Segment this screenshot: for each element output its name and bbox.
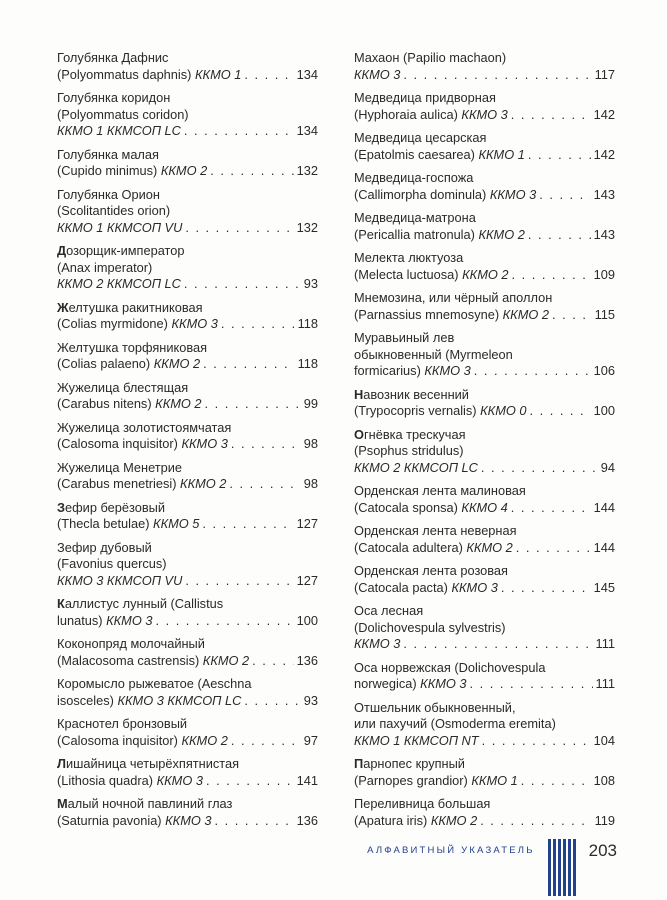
- entry-page-number: 142: [593, 106, 615, 122]
- dot-leader: [185, 220, 293, 237]
- dot-leader: [482, 733, 591, 750]
- entry-text: ККМО 2 ККМСОП LC: [354, 459, 478, 475]
- entry-text: (Calosoma inquisitor) ККМО 2: [57, 732, 228, 748]
- entry-last-line: [354, 67, 615, 84]
- index-entry: [354, 427, 615, 477]
- entry-line: Коконопряд молочайный: [57, 636, 205, 651]
- entry-last-line: [354, 500, 615, 517]
- entry-line: Жужелица Менетрие: [57, 459, 183, 475]
- entry-page-number: 134: [296, 66, 318, 82]
- entry-text: (Carabus menetriesi) ККМО 2: [57, 476, 227, 491]
- alphabetical-index: [57, 50, 615, 836]
- entry-text: ККМО 1 ККМСОП VU: [57, 219, 183, 235]
- entry-text: (Colias palaeno) ККМО 2: [57, 356, 201, 371]
- index-entry: [354, 603, 615, 653]
- entry-line: Желтушка торфяниковая: [57, 339, 208, 355]
- entry-line: Коромысло рыжеватое (Aeschna: [57, 676, 252, 691]
- entry-page-number: 100: [593, 403, 615, 418]
- dot-leader: [403, 636, 592, 653]
- index-entry: [57, 500, 318, 533]
- dot-leader: [474, 363, 591, 380]
- entry-text: (Parnopes grandior) ККМО 1: [354, 772, 518, 788]
- entry-last-line: [57, 813, 318, 830]
- entry-text: (Catocala pacta) ККМО 3: [354, 579, 498, 595]
- entry-text: (Thecla betulae) ККМО 5: [57, 516, 200, 531]
- entry-page-number: 132: [296, 163, 318, 178]
- entry-last-line: [57, 613, 318, 630]
- entry-page-number: 109: [593, 266, 615, 282]
- index-entry: [354, 523, 615, 556]
- index-entry: [354, 250, 615, 283]
- index-entry: [57, 596, 318, 629]
- entry-text: (Apatura iris) ККМО 2: [354, 812, 478, 828]
- index-entry: [57, 716, 318, 749]
- entry-text: (Saturnia pavonia) ККМО 3: [57, 812, 212, 828]
- index-entry: [57, 50, 318, 83]
- entry-page-number: 136: [296, 652, 318, 668]
- index-entry: [57, 147, 318, 180]
- entry-text: lunatus) ККМО 3: [57, 612, 153, 628]
- entry-text: formicarius) ККМО 3: [354, 363, 471, 378]
- entry-last-line: [354, 460, 615, 477]
- entry-page-number: 136: [296, 812, 318, 828]
- dot-leader: [481, 460, 598, 477]
- entry-last-line: [57, 516, 318, 533]
- entry-line: (Polyommatus coridon): [57, 106, 189, 122]
- entry-text: (Lithosia quadra) ККМО 3: [57, 772, 203, 788]
- dot-leader: [206, 773, 294, 790]
- entry-line: (Anax imperator): [57, 259, 153, 275]
- entry-last-line: [354, 580, 615, 597]
- entry-page-number: 144: [593, 499, 615, 515]
- dot-leader: [403, 67, 591, 84]
- entry-page-number: 132: [296, 219, 318, 235]
- entry-line: Медведица цесарская: [354, 130, 487, 145]
- entry-last-line: [57, 276, 318, 293]
- entry-line: Голубянка коридон: [57, 90, 171, 105]
- entry-line: Жужелица блестящая: [57, 379, 189, 395]
- index-entry: [354, 660, 615, 693]
- section-label: АЛФАВИТНЫЙ УКАЗАТЕЛЬ: [367, 845, 535, 856]
- index-entry: [354, 90, 615, 123]
- dot-leader: [244, 693, 300, 710]
- index-entry: [57, 540, 318, 590]
- entry-text: (Hyphoraia aulica) ККМО 3: [354, 106, 508, 122]
- entry-last-line: [57, 396, 318, 413]
- entry-last-line: [354, 813, 615, 830]
- entry-last-line: [354, 773, 615, 790]
- entry-page-number: 118: [297, 316, 318, 331]
- entry-page-number: 143: [593, 226, 615, 242]
- entry-last-line: [57, 733, 318, 750]
- dot-leader: [521, 773, 591, 790]
- entry-line: Желтушка ракитниковая: [57, 299, 203, 315]
- entry-line: Голубянка Орион: [57, 186, 160, 202]
- index-column: [57, 50, 318, 836]
- entry-text: (Catocala sponsa) ККМО 4: [354, 499, 508, 515]
- entry-line: (Favonius quercus): [57, 556, 167, 571]
- entry-text: (Colias myrmidone) ККМО 3: [57, 316, 218, 331]
- entry-text: (Callimorpha dominula) ККМО 3: [354, 186, 537, 202]
- entry-line: Краснотел бронзовый: [57, 716, 188, 731]
- dot-leader: [202, 516, 293, 533]
- dot-leader: [231, 436, 301, 453]
- entry-last-line: [354, 676, 615, 693]
- dot-leader: [185, 573, 293, 590]
- index-entry: [354, 330, 615, 380]
- entry-line: Оса лесная: [354, 603, 424, 618]
- entry-page-number: 94: [600, 459, 615, 475]
- entry-text: ККМО 3: [354, 66, 401, 82]
- entry-text: (Polyommatus daphnis) ККМО 1: [57, 66, 242, 82]
- entry-page-number: 134: [296, 123, 318, 138]
- index-entry: [57, 90, 318, 140]
- entry-last-line: [57, 436, 318, 453]
- entry-last-line: [57, 693, 318, 710]
- page-footer: [367, 839, 617, 896]
- index-entry: [57, 676, 318, 709]
- entry-text: ККМО 3 ККМСОП VU: [57, 572, 183, 588]
- dot-leader: [221, 316, 295, 333]
- entry-line: Медведица придворная: [354, 90, 496, 105]
- entry-last-line: [354, 363, 615, 380]
- entry-line: обыкновенный (Myrmeleon: [354, 346, 513, 362]
- entry-text: (Melecta luctuosa) ККМО 2: [354, 266, 509, 282]
- entry-last-line: [57, 653, 318, 670]
- entry-last-line: [354, 636, 615, 653]
- entry-line: Орденская лента розовая: [354, 563, 508, 578]
- entry-last-line: [354, 227, 615, 244]
- index-entry: [57, 243, 318, 293]
- dot-leader: [529, 403, 590, 420]
- entry-last-line: [57, 316, 318, 333]
- entry-page-number: 144: [593, 539, 615, 555]
- entry-text: ККМО 1 ККМСОП LC: [57, 123, 181, 138]
- entry-text: (Pericallia matronula) ККМО 2: [354, 226, 525, 242]
- index-entry: [354, 387, 615, 420]
- dot-leader: [203, 356, 294, 373]
- stripe-bar: [573, 839, 576, 896]
- dot-leader: [215, 813, 294, 830]
- entry-last-line: [354, 733, 615, 750]
- index-entry: [57, 756, 318, 789]
- entry-page-number: 106: [593, 363, 615, 378]
- page-number: 203: [588, 841, 617, 860]
- entry-last-line: [57, 356, 318, 373]
- entry-page-number: 93: [303, 692, 318, 708]
- entry-last-line: [57, 220, 318, 237]
- entry-text: ККМО 2 ККМСОП LC: [57, 276, 181, 291]
- entry-line: Зефир дубовый: [57, 539, 152, 555]
- entry-line: Орденская лента малиновая: [354, 483, 526, 498]
- entry-text: isosceles) ККМО 3 ККМСОП LC: [57, 692, 242, 708]
- index-entry: [57, 420, 318, 453]
- entry-line: Переливница большая: [354, 796, 491, 811]
- index-entry: [57, 187, 318, 237]
- entry-line: Огнёвка трескучая: [354, 426, 466, 442]
- entry-last-line: [354, 403, 615, 420]
- entry-page-number: 127: [296, 572, 318, 588]
- index-entry: [354, 700, 615, 750]
- stripe-bar: [558, 839, 561, 896]
- dot-leader: [528, 147, 591, 164]
- dot-leader: [511, 267, 590, 284]
- index-entry: [354, 483, 615, 516]
- entry-line: Зефир берёзовый: [57, 499, 166, 515]
- entry-line: или пахучий (Osmoderma eremita): [354, 716, 556, 731]
- entry-text: (Malacosoma castrensis) ККМО 2: [57, 652, 250, 668]
- entry-last-line: [354, 307, 615, 324]
- index-entry: [354, 130, 615, 163]
- entry-text: ККМО 1 ККМСОП NT: [354, 732, 479, 748]
- index-entry: [57, 340, 318, 373]
- dot-leader: [184, 276, 301, 293]
- entry-last-line: [57, 163, 318, 180]
- entry-line: Отшельник обыкновенный,: [354, 699, 516, 715]
- entry-line: Каллистус лунный (Callistus: [57, 596, 224, 611]
- entry-page-number: 119: [594, 812, 615, 828]
- dot-leader: [480, 813, 591, 830]
- dot-leader: [528, 227, 591, 244]
- stripe-decoration: [548, 839, 576, 896]
- entry-line: Орденская лента неверная: [354, 523, 517, 538]
- entry-text: (Epatolmis caesarea) ККМО 1: [354, 146, 525, 162]
- entry-page-number: 141: [296, 772, 318, 788]
- entry-page-number: 143: [593, 186, 615, 202]
- entry-text: ККМО 3: [354, 636, 401, 651]
- entry-page-number: 118: [297, 356, 318, 371]
- entry-last-line: [354, 267, 615, 284]
- stripe-bar: [568, 839, 571, 896]
- entry-last-line: [57, 123, 318, 140]
- entry-text: (Catocala adultera) ККМО 2: [354, 539, 513, 555]
- entry-line: (Scolitantides orion): [57, 203, 171, 218]
- stripe-bar: [553, 839, 556, 896]
- entry-last-line: [354, 107, 615, 124]
- index-entry: [354, 170, 615, 203]
- index-entry: [57, 300, 318, 333]
- dot-leader: [184, 123, 294, 140]
- entry-page-number: 100: [296, 612, 318, 628]
- entry-text: (Calosoma inquisitor) ККМО 3: [57, 436, 228, 451]
- index-entry: [354, 796, 615, 829]
- entry-page-number: 98: [303, 476, 318, 491]
- entry-page-number: 98: [303, 436, 318, 451]
- entry-text: (Carabus nitens) ККМО 2: [57, 396, 202, 411]
- dot-leader: [252, 653, 293, 670]
- entry-page-number: 104: [593, 732, 615, 748]
- entry-page-number: 117: [594, 66, 615, 82]
- entry-text: norwegica) ККМО 3: [354, 676, 467, 691]
- entry-page-number: 142: [593, 146, 615, 162]
- entry-line: Медведица-матрона: [354, 210, 476, 225]
- index-entry: [57, 636, 318, 669]
- index-entry: [354, 50, 615, 83]
- dot-leader: [552, 307, 592, 324]
- dot-leader: [229, 476, 300, 493]
- entry-line: (Dolichovespula sylvestris): [354, 619, 506, 635]
- dot-leader: [155, 613, 293, 630]
- entry-page-number: 93: [303, 276, 318, 291]
- stripe-bar: [548, 839, 551, 896]
- entry-text: (Cupido minimus) ККМО 2: [57, 163, 208, 178]
- dot-leader: [511, 500, 591, 517]
- entry-page-number: 97: [303, 732, 318, 748]
- index-column: [354, 50, 615, 836]
- index-entry: [57, 796, 318, 829]
- dot-leader: [539, 187, 590, 204]
- dot-leader: [516, 540, 591, 557]
- entry-page-number: 127: [296, 516, 318, 531]
- entry-last-line: [57, 573, 318, 590]
- dot-leader: [470, 676, 593, 693]
- index-entry: [57, 460, 318, 493]
- dot-leader: [511, 107, 591, 124]
- entry-line: Голубянка Дафнис: [57, 50, 169, 65]
- entry-line: Мнемозина, или чёрный аполлон: [354, 290, 553, 305]
- entry-line: Мелекта люктуоза: [354, 250, 464, 265]
- dot-leader: [210, 163, 293, 180]
- entry-line: Лишайница четырёхпятнистая: [57, 756, 240, 771]
- entry-line: Медведица-госпожа: [354, 170, 474, 185]
- entry-line: Навозник весенний: [354, 386, 469, 402]
- index-entry: [354, 210, 615, 243]
- entry-line: Голубянка малая: [57, 146, 159, 162]
- index-entry: [354, 290, 615, 323]
- dot-leader: [244, 67, 293, 84]
- entry-page-number: 145: [593, 579, 615, 595]
- entry-last-line: [354, 540, 615, 557]
- entry-page-number: 115: [594, 306, 615, 322]
- dot-leader: [501, 580, 591, 597]
- dot-leader: [205, 396, 301, 413]
- entry-text: (Trypocopris vernalis) ККМО 0: [354, 403, 527, 418]
- entry-last-line: [57, 67, 318, 84]
- entry-page-number: 111: [595, 676, 615, 691]
- entry-last-line: [57, 476, 318, 493]
- entry-page-number: 99: [303, 396, 318, 411]
- stripe-bar: [563, 839, 566, 896]
- entry-text: (Parnassius mnemosyne) ККМО 2: [354, 306, 550, 322]
- entry-line: Дозорщик-император: [57, 243, 185, 258]
- entry-line: Муравьиный лев: [354, 330, 455, 345]
- index-entry: [354, 756, 615, 789]
- entry-line: Оса норвежская (Dolichovespula: [354, 659, 546, 675]
- entry-page-number: 108: [593, 772, 615, 788]
- entry-line: Махаон (Papilio machaon): [354, 50, 507, 65]
- dot-leader: [231, 733, 301, 750]
- entry-line: (Psophus stridulus): [354, 443, 464, 458]
- entry-page-number: 111: [595, 636, 615, 651]
- entry-last-line: [354, 187, 615, 204]
- entry-line: Малый ночной павлиний глаз: [57, 796, 233, 811]
- index-entry: [354, 563, 615, 596]
- entry-line: Парнопес крупный: [354, 756, 465, 771]
- entry-last-line: [57, 773, 318, 790]
- entry-line: Жужелица золотистоямчатая: [57, 419, 232, 435]
- index-entry: [57, 380, 318, 413]
- entry-last-line: [354, 147, 615, 164]
